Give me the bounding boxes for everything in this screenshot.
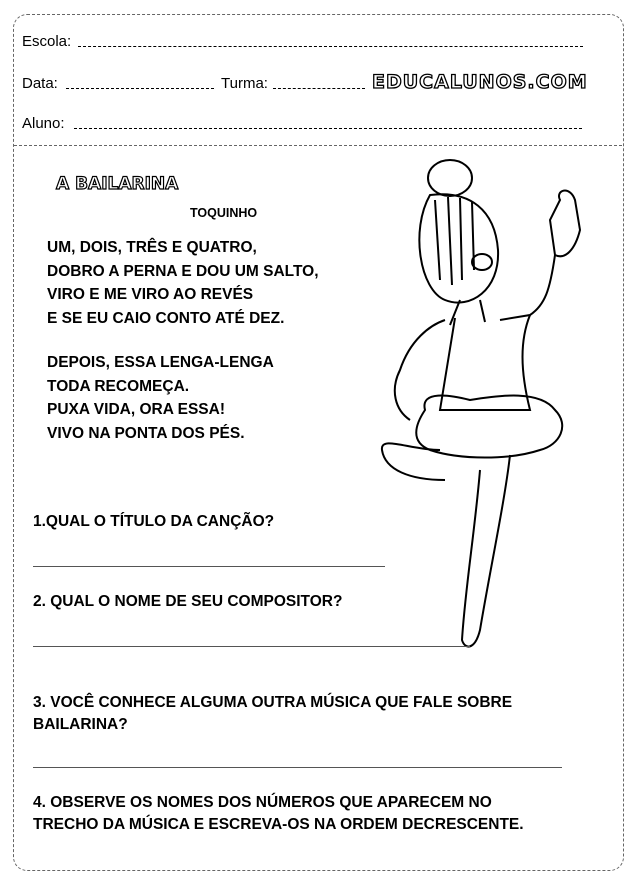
school-label: Escola:: [22, 33, 72, 50]
ballerina-illustration: [370, 150, 620, 660]
song-author: TOQUINHO: [190, 206, 258, 220]
answer-line-1[interactable]: [33, 566, 385, 567]
stanza-2: [47, 351, 274, 445]
lyric-line: E SE EU CAIO CONTO ATÉ DEZ.: [47, 309, 285, 327]
date-label: Data:: [22, 75, 58, 92]
answer-line-2[interactable]: [33, 646, 470, 647]
student-field[interactable]: [74, 128, 582, 129]
lyric-line: UM, DOIS, TRÊS E QUATRO,: [47, 239, 257, 256]
song-title: A BAILARINA: [56, 174, 179, 194]
lyric-line: DEPOIS, ESSA LENGA-LENGA: [47, 354, 274, 371]
question-4: [33, 792, 524, 836]
lyric-line: TODA RECOMEÇA.: [47, 377, 190, 395]
lyric-line: DOBRO A PERNA E DOU UM SALTO,: [47, 262, 319, 280]
question-3: [33, 692, 512, 736]
student-label: Aluno:: [22, 115, 65, 132]
question-3-line-2: BAILARINA?: [33, 716, 128, 733]
lyric-line: VIVO NA PONTA DOS PÉS.: [47, 424, 245, 442]
date-field[interactable]: [66, 88, 214, 89]
question-2: 2. QUAL O NOME DE SEU COMPOSITOR?: [33, 593, 343, 610]
lyric-line: VIRO E ME VIRO AO REVÉS: [47, 286, 254, 303]
school-field[interactable]: [78, 46, 583, 47]
question-3-line-1: 3. VOCÊ CONHECE ALGUMA OUTRA MÚSICA QUE FALE SOBRE: [33, 694, 513, 711]
class-field[interactable]: [273, 88, 365, 89]
header-divider: [14, 145, 622, 146]
question-1: 1.QUAL O TÍTULO DA CANÇÃO?: [33, 513, 275, 530]
lyric-line: PUXA VIDA, ORA ESSA!: [47, 401, 225, 418]
site-logo: EDUCALUNOS.COM: [372, 71, 588, 93]
question-4-line-1: 4. OBSERVE OS NOMES DOS NÚMEROS QUE APARECEM NO: [33, 794, 492, 811]
stanza-1: [47, 236, 319, 330]
answer-line-3[interactable]: [33, 767, 562, 768]
class-label: Turma:: [221, 75, 268, 92]
question-4-line-2: TRECHO DA MÚSICA E ESCREVA-OS NA ORDEM DECRESCENTE.: [33, 816, 524, 833]
